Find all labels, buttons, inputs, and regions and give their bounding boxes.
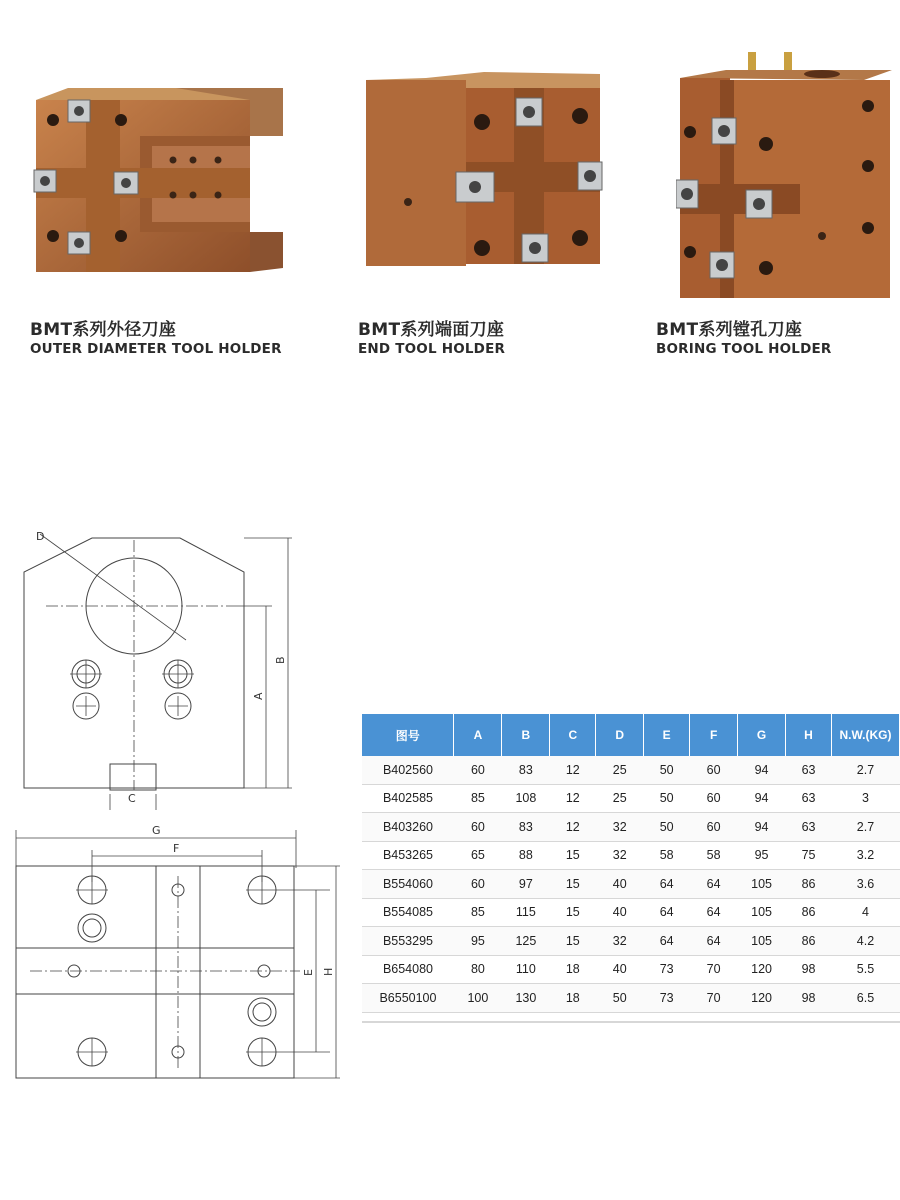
table-cell: 32	[596, 841, 644, 870]
table-cell: 40	[596, 898, 644, 927]
table-cell: 64	[690, 870, 738, 899]
table-row	[362, 984, 900, 1013]
table-cell: 18	[550, 955, 596, 984]
table-cell: 12	[550, 813, 596, 842]
outer-diameter-holder-image	[28, 60, 288, 280]
table-cell: 105	[738, 898, 786, 927]
table-cell: 15	[550, 841, 596, 870]
table-cell: 98	[786, 955, 832, 984]
table-footer-cell	[454, 1012, 502, 1022]
table-row	[362, 784, 900, 813]
front-view-drawing	[0, 520, 320, 810]
dim-label-a: A	[252, 692, 265, 700]
table-cell: 60	[454, 870, 502, 899]
table-cell: 50	[596, 984, 644, 1013]
table-cell: 50	[644, 756, 690, 784]
dim-label-h: H	[322, 967, 335, 976]
header-c: C	[550, 714, 596, 756]
table-cell: 2.7	[831, 756, 899, 784]
table-cell: 110	[502, 955, 550, 984]
table-cell: 60	[690, 756, 738, 784]
table-cell: 64	[644, 927, 690, 956]
table-cell: 25	[596, 784, 644, 813]
table-cell: 63	[786, 756, 832, 784]
table-cell: 120	[738, 955, 786, 984]
caption-cn: BMT系列端面刀座	[358, 320, 505, 340]
header-d: D	[596, 714, 644, 756]
table-cell: 15	[550, 927, 596, 956]
cell-drawing-no: B553295	[362, 927, 454, 956]
table-cell: 86	[786, 898, 832, 927]
table-footer-cell	[831, 1012, 899, 1022]
header-h: H	[786, 714, 832, 756]
dim-label-f: F	[173, 842, 180, 855]
table-cell: 2.7	[831, 813, 899, 842]
table-cell: 4	[831, 898, 899, 927]
table-cell: 60	[454, 756, 502, 784]
table-cell: 98	[786, 984, 832, 1013]
table-cell: 75	[786, 841, 832, 870]
cell-drawing-no: B6550100	[362, 984, 454, 1013]
end-holder-image	[366, 66, 606, 276]
table-row	[362, 756, 900, 784]
table-footer-cell	[502, 1012, 550, 1022]
header-drawing-no: 图号	[362, 714, 454, 756]
table-cell: 64	[644, 870, 690, 899]
table-cell: 4.2	[831, 927, 899, 956]
table-cell: 86	[786, 927, 832, 956]
table-cell: 97	[502, 870, 550, 899]
table-row	[362, 898, 900, 927]
table-cell: 63	[786, 784, 832, 813]
cell-drawing-no: B453265	[362, 841, 454, 870]
table-cell: 60	[690, 813, 738, 842]
table-cell: 86	[786, 870, 832, 899]
cell-drawing-no: B554085	[362, 898, 454, 927]
cell-drawing-no: B402560	[362, 756, 454, 784]
table-cell: 64	[690, 898, 738, 927]
table-cell: 58	[644, 841, 690, 870]
table-row	[362, 841, 900, 870]
table-cell: 85	[454, 898, 502, 927]
table-cell: 12	[550, 784, 596, 813]
dim-label-b: B	[274, 656, 287, 664]
dim-label-d: D	[36, 530, 45, 543]
table-cell: 3	[831, 784, 899, 813]
cell-drawing-no: B402585	[362, 784, 454, 813]
table-cell: 83	[502, 756, 550, 784]
cell-drawing-no: B403260	[362, 813, 454, 842]
dim-label-e: E	[302, 969, 315, 976]
table-cell: 85	[454, 784, 502, 813]
table-cell: 58	[690, 841, 738, 870]
table-footer-cell	[644, 1012, 690, 1022]
table-cell: 83	[502, 813, 550, 842]
table-footer-cell	[690, 1012, 738, 1022]
caption-en: END TOOL HOLDER	[358, 341, 506, 357]
table-cell: 95	[454, 927, 502, 956]
table-cell: 64	[644, 898, 690, 927]
top-view-drawing	[0, 820, 345, 1085]
product-outer-diameter	[28, 60, 288, 280]
spec-table	[362, 714, 900, 1023]
table-cell: 94	[738, 756, 786, 784]
table-footer-cell	[362, 1012, 454, 1022]
table-cell: 64	[690, 927, 738, 956]
table-cell: 88	[502, 841, 550, 870]
header-a: A	[454, 714, 502, 756]
table-row	[362, 813, 900, 842]
header-f: F	[690, 714, 738, 756]
table-cell: 32	[596, 813, 644, 842]
table-header-row	[362, 714, 900, 756]
table-cell: 6.5	[831, 984, 899, 1013]
table-cell: 60	[454, 813, 502, 842]
product-boring	[676, 52, 896, 302]
table-footer-row	[362, 1012, 900, 1022]
table-cell: 3.6	[831, 870, 899, 899]
caption-boring	[656, 315, 832, 357]
table-cell: 3.2	[831, 841, 899, 870]
dim-label-c: C	[128, 792, 136, 805]
table-row	[362, 927, 900, 956]
table-cell: 105	[738, 927, 786, 956]
cell-drawing-no: B654080	[362, 955, 454, 984]
table-cell: 32	[596, 927, 644, 956]
cell-drawing-no: B554060	[362, 870, 454, 899]
table-cell: 65	[454, 841, 502, 870]
caption-en: BORING TOOL HOLDER	[656, 341, 832, 357]
product-end	[366, 66, 606, 276]
caption-cn: BMT系列镗孔刀座	[656, 320, 803, 340]
table-body	[362, 756, 900, 1022]
table-cell: 50	[644, 813, 690, 842]
table-cell: 40	[596, 955, 644, 984]
table-cell: 15	[550, 870, 596, 899]
table-cell: 94	[738, 813, 786, 842]
table-cell: 115	[502, 898, 550, 927]
table-row	[362, 955, 900, 984]
table-cell: 40	[596, 870, 644, 899]
table-cell: 25	[596, 756, 644, 784]
header-b: B	[502, 714, 550, 756]
table-cell: 105	[738, 870, 786, 899]
dim-label-g: G	[152, 824, 161, 837]
table-cell: 94	[738, 784, 786, 813]
table-cell: 130	[502, 984, 550, 1013]
caption-end	[358, 315, 505, 357]
header-e: E	[644, 714, 690, 756]
table-footer-cell	[550, 1012, 596, 1022]
header-net-weight: N.W.(KG)	[831, 714, 899, 756]
table-row	[362, 870, 900, 899]
table-cell: 5.5	[831, 955, 899, 984]
table-cell: 125	[502, 927, 550, 956]
table-cell: 63	[786, 813, 832, 842]
table-cell: 73	[644, 955, 690, 984]
table-cell: 70	[690, 955, 738, 984]
table-cell: 108	[502, 784, 550, 813]
table-footer-cell	[786, 1012, 832, 1022]
table-cell: 120	[738, 984, 786, 1013]
boring-holder-image	[676, 52, 896, 302]
table-cell: 70	[690, 984, 738, 1013]
table-footer-cell	[596, 1012, 644, 1022]
caption-en: OUTER DIAMETER TOOL HOLDER	[30, 341, 282, 357]
table-cell: 95	[738, 841, 786, 870]
table-cell: 18	[550, 984, 596, 1013]
header-g: G	[738, 714, 786, 756]
table-footer-cell	[738, 1012, 786, 1022]
table-cell: 73	[644, 984, 690, 1013]
table-cell: 50	[644, 784, 690, 813]
table-cell: 100	[454, 984, 502, 1013]
caption-cn: BMT系列外径刀座	[30, 320, 177, 340]
caption-outer-diameter	[30, 315, 282, 357]
table-cell: 15	[550, 898, 596, 927]
table-cell: 12	[550, 756, 596, 784]
table-cell: 60	[690, 784, 738, 813]
table-cell: 80	[454, 955, 502, 984]
